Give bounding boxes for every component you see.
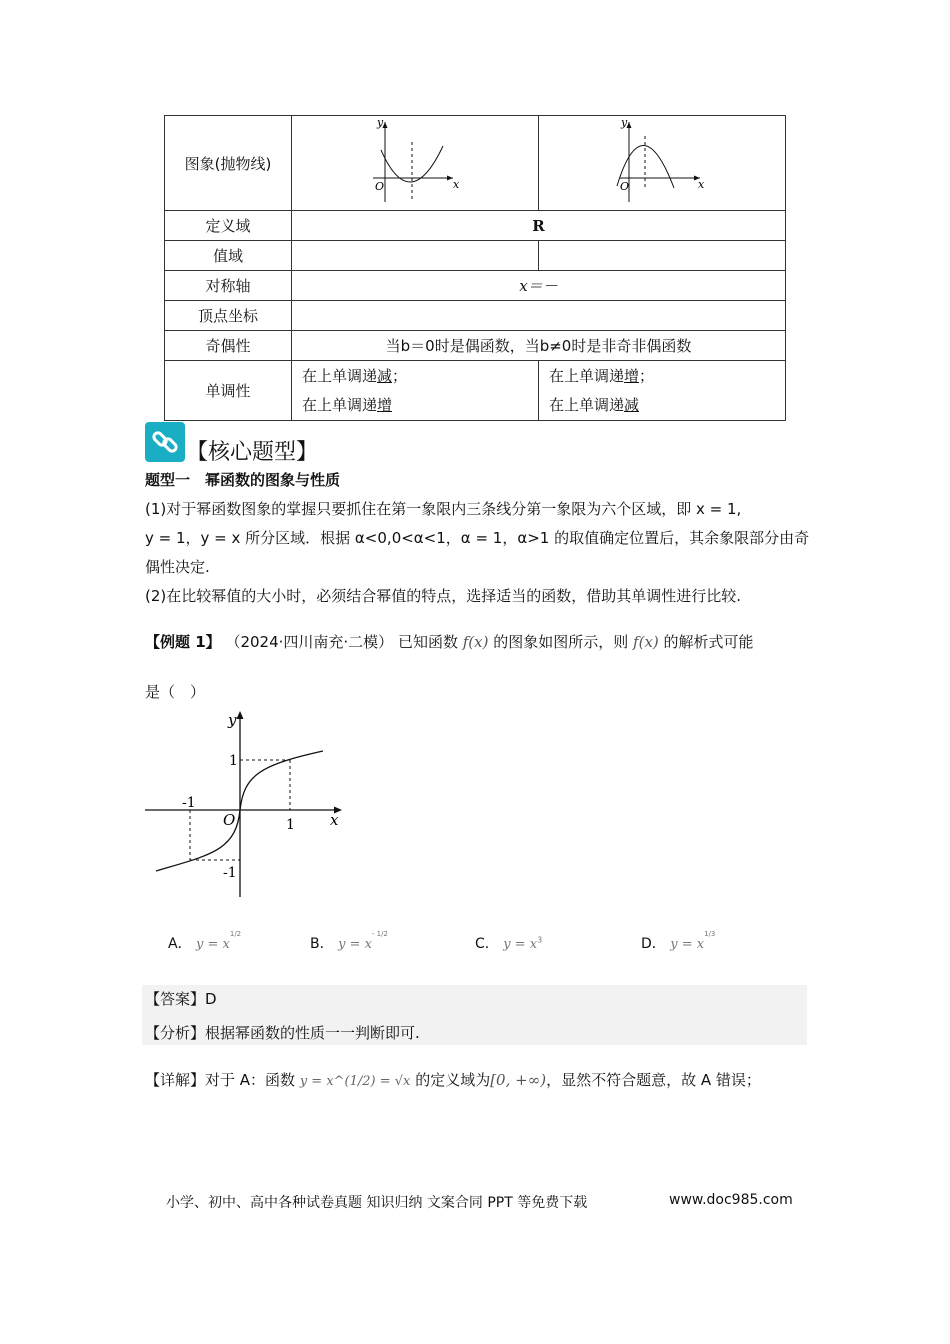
method-line-1: (1)对于幂函数图象的掌握只要抓住在第一象限内三条线分第一象限为六个区域，即 x = 1, bbox=[145, 500, 742, 518]
option-b[interactable]: B． $y = x^{- 1/2}$ bbox=[310, 930, 388, 952]
fx-symbol-2: f(x) bbox=[633, 633, 659, 651]
vertex-value-empty bbox=[292, 301, 786, 331]
parabola-property-table bbox=[164, 115, 786, 421]
analysis-line bbox=[145, 1019, 420, 1048]
graph-origin-label: O bbox=[223, 811, 236, 829]
graph-cell-downward bbox=[538, 116, 785, 211]
graph-tick-1x: 1 bbox=[286, 817, 295, 833]
example-line-2: 是（ ） bbox=[145, 683, 206, 701]
example-function-graph bbox=[140, 705, 350, 900]
svg-text:O: O bbox=[619, 180, 630, 193]
svg-text:x: x bbox=[452, 178, 460, 191]
graph-tick-neg1x: -1 bbox=[182, 795, 196, 811]
domain-value: R bbox=[292, 211, 786, 241]
method-paragraph bbox=[145, 495, 810, 611]
analysis-text: 根据幂函数的性质一一判断即可. bbox=[205, 1024, 420, 1042]
footer-text: 小学、初中、高中各种试卷真题 知识归纳 文案合同 PPT 等免费下载 bbox=[166, 1195, 588, 1211]
detail-label: 【详解】 bbox=[145, 1071, 206, 1089]
link-icon bbox=[145, 422, 185, 462]
symmetry-axis-label: 对称轴 bbox=[165, 271, 292, 301]
example-line: 【例题 1】 （2024·四川南充·二模） 已知函数 f(x) 的图象如图所示，则 f(x) 的解析式可能 bbox=[145, 633, 754, 651]
option-c[interactable]: C． $y = x^3$ bbox=[475, 935, 543, 952]
range-label: 值域 bbox=[165, 241, 292, 271]
detail-line: 【详解】对于 A：函数 y = x^(1/2) = √x 的定义域为[0, +∞)，显然不符合题意，故 A 错误； bbox=[145, 1071, 761, 1089]
graph-tick-1y: 1 bbox=[229, 753, 238, 769]
example-label: 【例题 1】 bbox=[145, 633, 221, 651]
answer-line bbox=[145, 985, 217, 1014]
method-line-4: (2)在比较幂值的大小时，必须结合幂值的特点，选择适当的函数，借助其单调性进行比较. bbox=[145, 587, 742, 605]
symmetry-axis-value: x＝－ bbox=[292, 271, 786, 301]
example-source: （2024·四川南充·二模） bbox=[225, 633, 394, 651]
graph-cell-upward bbox=[292, 116, 539, 211]
svg-text:y: y bbox=[376, 116, 384, 129]
analysis-label: 【分析】 bbox=[145, 1024, 206, 1042]
graph-tick-neg1y: -1 bbox=[223, 865, 237, 881]
range-right-empty bbox=[538, 241, 785, 271]
type-title: 题型一 幂函数的图象与性质 bbox=[145, 471, 341, 489]
graph-x-label: x bbox=[330, 811, 339, 829]
graph-y-label: y bbox=[228, 711, 237, 729]
section-title: 【核心题型】 bbox=[186, 440, 319, 465]
downward-parabola-graph bbox=[612, 116, 712, 206]
domain-label: 定义域 bbox=[165, 211, 292, 241]
answer-value: D bbox=[205, 990, 217, 1008]
fx-symbol: f(x) bbox=[462, 633, 489, 651]
range-left-empty bbox=[292, 241, 539, 271]
method-line-2: y = 1，y = x 所分区域．根据 α<0,0<α<1，α = 1，α>1 的取值确定位置后，其余象限部分由奇 bbox=[145, 529, 810, 547]
answer-label: 【答案】 bbox=[145, 990, 206, 1008]
svg-text:y: y bbox=[620, 116, 628, 129]
svg-text:x: x bbox=[697, 178, 705, 191]
detail-formula: y = x^(1/2) = √x bbox=[299, 1074, 411, 1089]
detail-interval: [0, +∞) bbox=[490, 1071, 547, 1089]
option-d[interactable]: D． $y = x^{1/3}$ bbox=[641, 930, 716, 952]
upward-parabola-graph bbox=[365, 116, 465, 206]
graph-row-label: 图象(抛物线) bbox=[165, 116, 292, 211]
option-a[interactable]: A． $y = x^{1/2}$ bbox=[168, 930, 242, 952]
monotonic-left: 在上单调递减； 在上单调递增 bbox=[292, 361, 539, 421]
parity-value: 当b＝0时是偶函数，当b≠0时是非奇非偶函数 bbox=[292, 331, 786, 361]
method-line-3: 偶性决定. bbox=[145, 558, 210, 576]
vertex-label: 顶点坐标 bbox=[165, 301, 292, 331]
svg-text:O: O bbox=[374, 180, 385, 193]
monotonic-label: 单调性 bbox=[165, 361, 292, 421]
parity-label: 奇偶性 bbox=[165, 331, 292, 361]
monotonic-right: 在上单调递增； 在上单调递减 bbox=[538, 361, 785, 421]
footer-url[interactable]: www.doc985.com bbox=[669, 1192, 793, 1208]
